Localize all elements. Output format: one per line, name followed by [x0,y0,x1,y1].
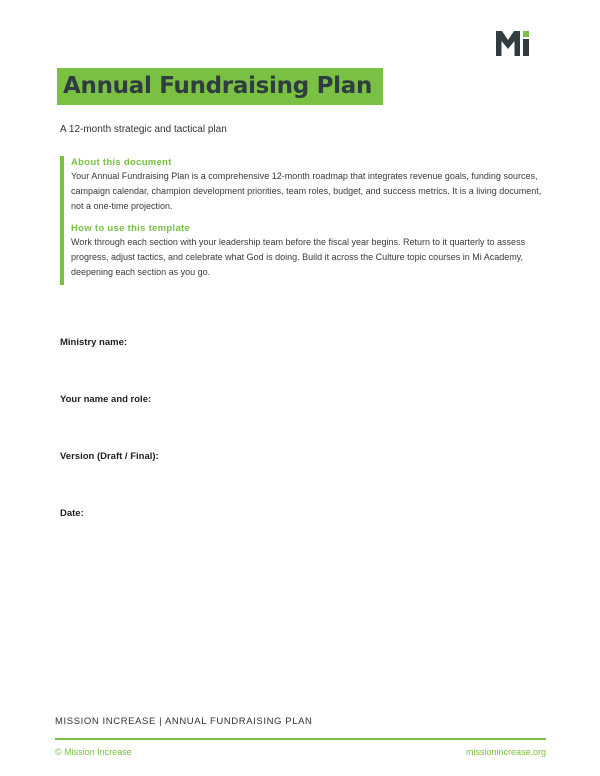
mission-increase-logo [496,31,536,56]
info-callout [60,156,546,285]
page-title: Annual Fundraising Plan [63,73,373,99]
version-label: Version (Draft / Final): [60,451,159,462]
ministry-name-label: Ministry name: [60,337,128,348]
footer-label: MISSION INCREASE | ANNUAL FUNDRAISING PLAN [55,716,313,727]
how-to-body: Work through each section with your leadership team before the fiscal year begins. Return to it quarterly to assess progress, adjust tactics, and celebrate what God is doing. Build it across the Culture topic courses in Mi Academy, deepening each section as you go. [71,237,526,277]
page-subtitle: A 12-month strategic and tactical plan [60,124,227,135]
title-banner [57,68,383,105]
name-role-label: Your name and role: [60,394,152,405]
date-label: Date: [60,508,84,519]
footer-website-link[interactable]: missionincrease.org [465,747,546,757]
about-body: Your Annual Fundraising Plan is a comprehensive 12-month roadmap that integrates revenue goals, funding sources, campaign calendar, champion development priorities, team roles, budget, and success metrics. It is a living document, not a one-time projection. [71,171,542,211]
about-heading: About this document [71,157,172,168]
footer-divider [55,738,546,740]
footer-copyright: © Mission Increase [55,747,132,757]
how-to-heading: How to use this template [71,223,191,234]
